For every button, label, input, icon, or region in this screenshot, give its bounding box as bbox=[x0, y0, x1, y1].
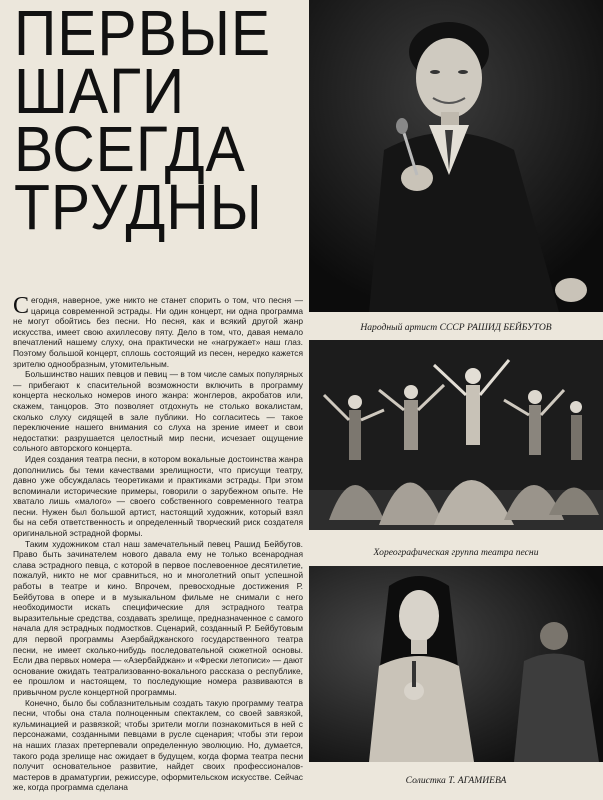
photo-caption: Хореографическая группа театра песни bbox=[373, 547, 539, 558]
article-paragraph: Идея создания театра песни, в котором вокальные достоинства жанра дополнились бы теми качествами зрелищности, что присущи театру, давно уже обсуждалась теоретиками и практиками эстрады. При этом вспоминали исторические примеры, говорили о зарубежном опыте. Не хватало лишь «малого» — своего собственного современного театра песни. Нужен был большой артист, настоящий художник, который взял бы на себя ответственность и определенный творческий риск создателя оригинальной эстрадной формы. bbox=[13, 453, 303, 539]
headline-line: ШАГИ bbox=[14, 55, 186, 127]
headline-line: ПЕРВЫЕ bbox=[14, 0, 272, 69]
headline-line: ВСЕГДА bbox=[14, 113, 246, 185]
article-paragraph: Большинство наших певцов и певиц — в том числе самых популярных — прибегают к спасительной возможности включить в программу концерта несколько номеров иного жанра: жонглеров, акробатов или, скажем, танцоров. Это позволяет отдохнуть не столько вокалистам, сколько слуху сидящей в зале публики. Но согласитесь — такое переключение нашего внимания со слуха на зрение имеет и свои недостатки: разрушается целостный мир песни, исчезает ощущение сольного авторского концерта. bbox=[13, 369, 303, 454]
article-paragraph: Сегодня, наверное, уже никто не станет спорить о том, что песня — царица современной эстрады. Ни один концерт, ни одна программа не могут обойтись без песни. Но песня, как и всякий другой жанр искусства, имеет свою ахиллесову пяту. Дело в том, что, давая немало впечатлений нашему слуху, она практически не «нагружает» наш глаз. Поэтому большой концерт, сплошь состоящий из песен, нередко кажется зрителю однообразным, утомительным. bbox=[13, 295, 303, 369]
headline-line: ТРУДНЫ bbox=[14, 171, 263, 243]
soloist-photo bbox=[309, 566, 603, 762]
photo-caption: Солистка Т. АГАМИЕВА bbox=[405, 775, 507, 786]
headline bbox=[14, 0, 281, 243]
article-paragraph: Конечно, было бы соблазнительным создать такую программу театра песни, чтобы она стала полноценным спектаклем, со своей завязкой, кульминацией и развязкой; чтобы зрители могли познакомиться в ней с персонажами, созданными певцами в русле сценария; чтобы эти герои на наших глазах претерпевали определенную эволюцию. Но, думается, такого рода зрелище нас ожидает в будущем, когда форма театра песни получит основательное развитие, найдет своих профессионалов-мастеров в драматургии, режиссуре, оформительском искусстве. Сейчас же, когда программа сделана bbox=[13, 697, 303, 793]
photo-caption: Народный артист СССР РАШИД БЕЙБУТОВ bbox=[360, 322, 552, 333]
article-body bbox=[13, 295, 303, 795]
drop-cap: С bbox=[13, 295, 30, 319]
article-paragraph: Таким художником стал наш замечательный певец Рашид Бейбутов. Право быть зачинателем нового давала ему не только всенародная слава эстрадного певца, с которой в первое послевоенное десятилетие, пожалуй, никто не мог сравниться, но и многолетний опыт успешной работы в театре и кино. Впрочем, превосходные достижения Р. Бейбутова в опере и в музыкальном фильме не снимали с него необходимости искать специфические для эстрадного театра выразительные средства, создавать зрелище, предназначенное с самого начала для эстрадных подмостков. Сценарий, созданный Р. Бейбутовым для первой программы Азербайджанского государственного театра песни, не имеет сколько-нибудь последовательной сюжетной основы. Если два первых номера — «Азербайджан» и «Фрески летописи» — дают основание ожидать театрализованно-вокального рассказа о республике, ее прошлом и настоящем, то последующие номера развиваются в привычном русле концертной программы. bbox=[13, 538, 303, 697]
singer-portrait-photo bbox=[309, 0, 603, 312]
dance-group-photo bbox=[309, 340, 603, 530]
